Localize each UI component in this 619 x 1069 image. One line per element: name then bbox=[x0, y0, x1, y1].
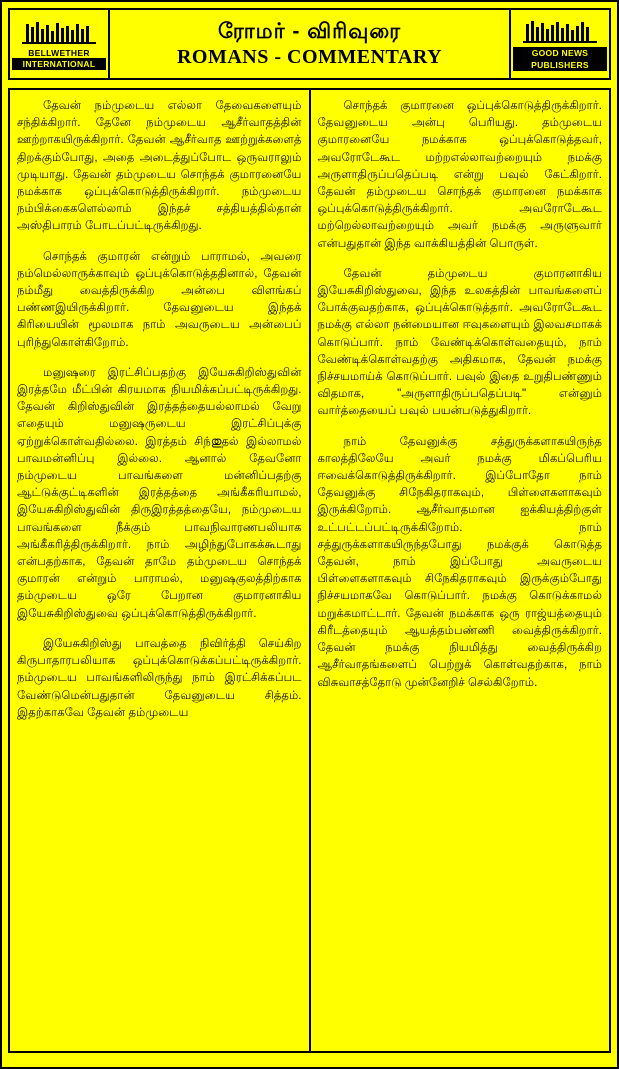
paragraph: சொந்தக் குமாரன் என்றும் பாராமல், அவரை நம்மெல்லாருக்காவும் ஒப்புக்கொடுத்ததினால், தேவன் நம்மீது வைத்திருக்கிற அன்பை விளங்கப் பண்ணஇயிருக்கிறார். தேவனுடைய இந்தக் கிரியையின் மூலமாக நாம் அவருடைய அன்பைப் புரிந்துகொள்கிறோம். bbox=[17, 249, 302, 349]
good-news-logo-line2: PUBLISHERS bbox=[513, 59, 607, 71]
publisher-logo-right bbox=[509, 10, 609, 78]
paragraph: சொந்தக் குமாரனை ஒப்புக்கொடுத்திருக்கிறார். தேவனுடைய அன்பு பெரியது. தம்முடைய குமாரனையே நமக்காக ஒப்புக்கொடுத்தவர், அவரோடேகூட மற்றஎல்லாவற்றையும் நமக்கு அருளாதிருப்பதெப்படி என்று பவுல் கேட்கிறார். தேவன் தம்முடைய சொந்தக் குமாரனை நமக்காக ஒப்புக்கொடுத்திருக்கிறார். அவரோடேகூட மற்றெல்லாவற்றையும் அவர் நமக்கு அருளுவார் என்பதுதான் இந்த வாக்கியத்தின் பொருள். bbox=[317, 99, 602, 250]
text-column-left bbox=[8, 88, 310, 1053]
document-header bbox=[8, 8, 611, 80]
publisher-logo-left bbox=[10, 10, 110, 78]
paragraph: நாம் தேவனுக்கு சத்துருக்களாகயிருந்த காலத்திலேயே அவர் நமக்கு மிகப்பெரிய ஈவைக்கொடுத்திருக்கிறார். இப்போதோ நாம் தேவனுக்கு சிநேகிதராகவும், பிள்ளைகளாகவும் இருக்கிறோம். ஆசீர்வாதமான ஐக்கியத்திற்குள் உட்பட்டப்பட்டிருக்கிறோம். நாம் சத்துருக்களாகயிருந்தபோது நமக்குக் கொடுத்த தேவன், நாம் இப்போது அவருடைய பிள்ளைகளாகவும் சிநேகிதராகவும் இருக்கும்போது நிச்சயமாகவே கொடுப்பார். நமக்கு கொடுக்காமல் மறுக்கமாட்டார். தேவன் நமக்காக ஒரு ராஜ்யத்தையும் கிரீடத்தையும் ஆயத்தம்பண்ணி வைத்திருக்கிறார். தேவன் நமக்கு நியமித்து வைத்திருக்கிற ஆசீர்வாதங்களைப் பெற்றுக் கொள்வதற்காக, நாம் விசுவாசத்தோடு முன்னேறிச் செல்கிறோம். bbox=[317, 434, 602, 689]
title-tamil: ரோமர் - விரிவுரை bbox=[217, 20, 402, 43]
bellwether-logo-line1: BELLWETHER bbox=[12, 48, 106, 58]
text-column-right bbox=[310, 88, 612, 1053]
title-english: ROMANS - COMMENTARY bbox=[176, 46, 443, 68]
paragraph: தேவன் தம்முடைய குமாரனாகிய இயேசுகிறிஸ்துவை, இந்த உலகத்தின் பாவங்களைப் போக்குவதற்காக, ஒப்புக்கொடுத்தார். அவரோடேகூட நமக்கு எல்லா நன்மையான ஈவுகளையும் இலவசமாகக் கொடுப்பார். நாம் வேண்டிக்கொள்வதையும், நாம் வேண்டிக்கொள்வதற்கு அதிகமாக, தேவன் நமக்கு நிச்சயமாய்க் கொடுப்பார். பவுல் இதை உறுதிபண்ணும் விதமாக, "அருளாதிருப்பதெப்படி" என்னும் வார்த்தையைப் பவுல் பயன்படுத்துகிறார். bbox=[317, 266, 602, 418]
document-title-block bbox=[110, 10, 509, 78]
bellwether-emblem-icon bbox=[12, 18, 106, 48]
paragraph: இயேசுகிறிஸ்து பாவத்தை நிவிர்த்தி செய்கிற கிருபாதாரபலியாக ஒப்புக்கொடுக்கப்பட்டிருக்கிறார். நம்முடைய பாவங்களிலிருந்து நாம் இரட்சிக்கப்பட வேண்டுமென்பதுதான் தேவனுடைய சித்தம். இதற்காகவே தேவன் தம்முடைய bbox=[17, 636, 302, 719]
good-news-emblem-icon bbox=[513, 17, 607, 47]
bellwether-logo-line2: INTERNATIONAL bbox=[12, 58, 106, 70]
good-news-logo-line1: GOOD NEWS bbox=[513, 47, 607, 59]
paragraph: தேவன் நம்முடைய எல்லா தேவைகளையும் சந்திக்கிறார். தேனே நம்முடைய ஆசீர்வாதத்தின் ஊற்றாகயிருக்கிறார். தேவன் ஆசீர்வாத ஊற்றுக்களைத் திறக்கும்போது, அதை அடைத்துப்போட ஒருவராலும் முடியாது. தேவன் தம்முடைய சொந்தக் குமாரனையே நமக்காக ஒப்புக்கொடுத்திருக்கிறார். நம்முடைய நம்பிக்கைகளெல்லாம் இந்தச் சத்தியத்தில்தான் அஸ்திபாரம் போடப்பட்டிருக்கிறது. bbox=[17, 99, 302, 233]
document-body bbox=[8, 88, 611, 1053]
paragraph: மனுஷரை இரட்சிப்பதற்கு இயேசுகிறிஸ்துவின் இரத்தமே மீட்பின் கிரயமாக நியமிக்கப்பட்டிருக்கிறது. தேவன் கிறிஸ்துவின் இரத்தத்தையல்லாமல் வேறு எதையும் மனுஷருடைய இரட்சிப்புக்கு ஏற்றுக்கொள்வதில்லை. இரத்தம் சிந்തുதல் இல்லாமல் பாவமன்னிப்பு இல்லை. ஆனால் தேவனோ நம்முடைய பாவங்களை மன்னிப்பதற்கு ஆட்டுக்குட்டிகளின் இரத்தத்தை அங்கீகரியாமல், இயேசுகிறிஸ்துவின் திருஇரத்தத்தையே, நம்முடைய பாவங்களை நீக்கும் பாவநிவாரணபலியாக அங்கீகரித்திருக்கிறார். நாம் அழிந்துபோகக்கூடாது என்பதற்காக, தேவன் தாமே தம்முடைய சொந்தக் குமாரன் என்றும் பாராமல், மனுஷகுலத்திற்காக தம்முடைய ஒரே பேறான குமாரனாகிய இயேசுகிறிஸ்துவை ஒப்புக்கொடுத்திருக்கிறார். bbox=[17, 365, 302, 620]
